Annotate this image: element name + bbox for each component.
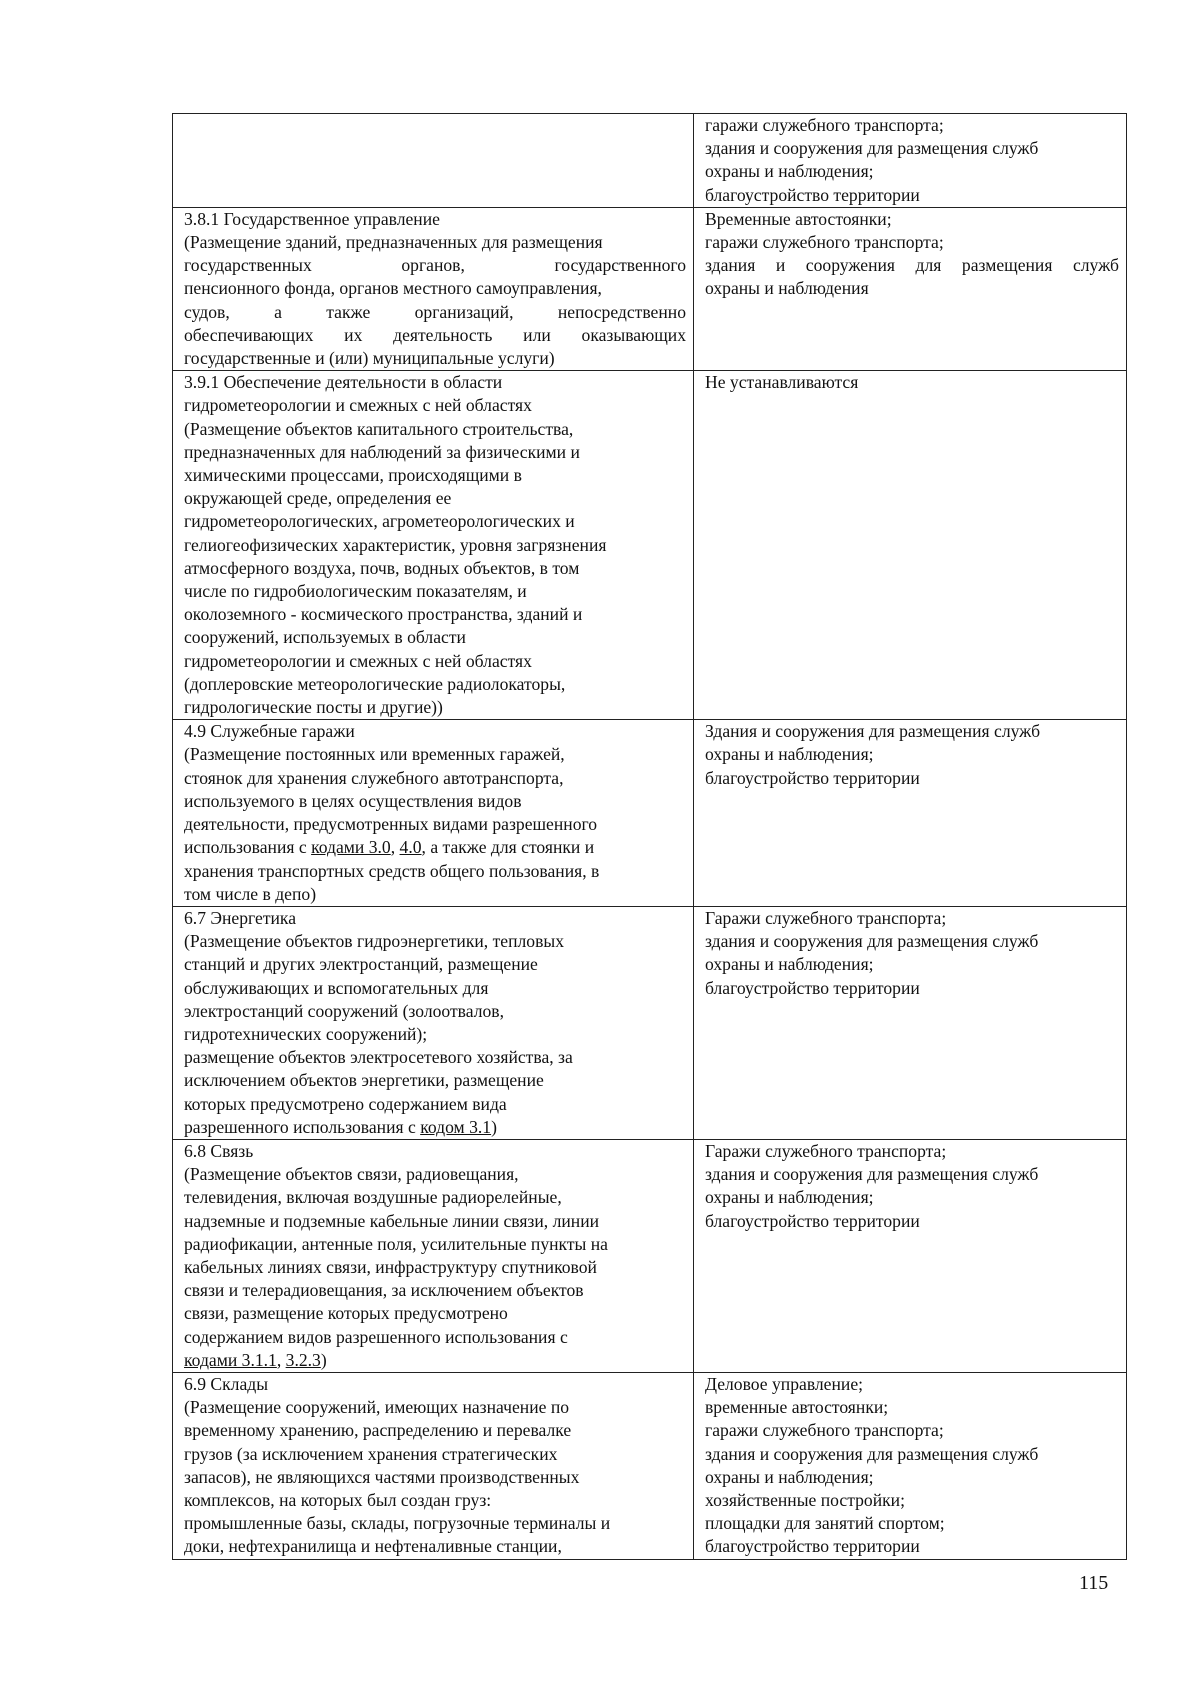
permitted-use-table [172,113,1127,1560]
table-row [173,906,1127,1139]
text-line: благоустройство территории [705,1210,920,1231]
text-line: площадки для занятий спортом; [705,1513,945,1534]
text-line: охраны и наблюдения; [705,1466,874,1487]
use-type-cell [173,1139,694,1372]
text-line: благоустройство территории [705,184,920,205]
text-line: (Размещение зданий, предназначенных для размещения [184,232,603,253]
text-line: временному хранению, распределению и перевалке [184,1420,572,1441]
text-line: гидротехнических сооружений); [184,1023,428,1044]
text-line: благоустройство территории [705,977,920,998]
code-link[interactable]: кодами 3.1.1 [184,1349,277,1370]
text-line: (Размещение объектов капитального строительства, [184,418,574,439]
table-row [173,1372,1127,1559]
table-row [173,720,1127,907]
text-line: связи и телерадиовещания, за исключением объектов [184,1280,584,1301]
text-line: временные автостоянки; [705,1397,889,1418]
text-line: охраны и наблюдения [705,278,869,299]
text-line: (Размещение постоянных или временных гаражей, [184,744,565,765]
code-link[interactable]: 3.2.3 [285,1349,321,1370]
text-line: 6.8 Связь [184,1140,254,1161]
text-line: обслуживающих и вспомогательных для [184,977,489,998]
text-line: доки, нефтехранилища и нефтеналивные станции, [184,1536,562,1557]
text-line: деятельности, предусмотренных видами разрешенного [184,814,598,835]
text-line: государственных органов, государственного [184,255,686,276]
text-line: государственные и (или) муниципальные услуги) [184,348,555,369]
text-line: стоянок для хранения служебного автотранспорта, [184,767,564,788]
text-line: атмосферного воздуха, почв, водных объектов, в том [184,557,580,578]
text-line: гидрометеорологии и смежных с ней областях [184,650,532,671]
auxiliary-use-cell [694,1139,1127,1372]
text-line: предназначенных для наблюдений за физическими и [184,441,580,462]
text-line: Здания и сооружения для размещения служб [705,721,1041,742]
text-line [184,1116,686,1139]
table-row [173,114,1127,208]
use-type-cell [173,1372,694,1559]
text-line: хозяйственные постройки; [705,1489,905,1510]
text-line: 3.9.1 Обеспечение деятельности в области [184,372,503,393]
text-fragment: , [276,1349,286,1370]
text-fragment: , [390,837,400,858]
text-line: 3.8.1 Государственное управление [184,208,440,229]
auxiliary-use-cell [694,114,1127,208]
code-link[interactable]: кодами 3.0 [311,837,391,858]
auxiliary-use-cell [694,207,1127,370]
text-line: которых предусмотрено содержанием вида [184,1093,507,1114]
use-type-cell [173,371,694,720]
text-line: охраны и наблюдения; [705,161,874,182]
use-type-cell [173,207,694,370]
text-line: комплексов, на которых был создан груз: [184,1489,492,1510]
text-line: содержанием видов разрешенного использования с [184,1326,568,1347]
text-line: надземные и подземные кабельные линии связи, линии [184,1210,600,1231]
text-line: промышленные базы, склады, погрузочные терминалы и [184,1513,611,1534]
text-line: гелиогеофизических характеристик, уровня загрязнения [184,534,607,555]
use-type-cell [173,720,694,907]
text-line: грузов (за исключением хранения стратегических [184,1443,558,1464]
text-line: Гаражи служебного транспорта; [705,1140,947,1161]
text-line: обеспечивающих их деятельность или оказывающих [184,324,686,345]
text-line [184,1349,686,1372]
text-line: 4.9 Служебные гаражи [184,721,355,742]
text-line: Временные автостоянки; [705,208,892,229]
table-row [173,1139,1127,1372]
text-line: гаражи служебного транспорта; [705,1420,944,1441]
text-line: здания и сооружения для размещения служб [705,1443,1039,1464]
text-line: околоземного - космического пространства, зданий и [184,604,583,625]
auxiliary-use-cell [694,371,1127,720]
text-line: том числе в депо) [184,883,317,904]
text-line: (доплеровские метеорологические радиолокаторы, [184,673,566,694]
text-line: (Размещение объектов связи, радиовещания, [184,1164,519,1185]
text-line: пенсионного фонда, органов местного самоуправления, [184,278,602,299]
text-line: кабельных линиях связи, инфраструктуру спутниковой [184,1256,597,1277]
text-line: телевидения, включая воздушные радиорелейные, [184,1187,562,1208]
use-type-cell [173,114,694,208]
text-line: здания и сооружения для размещения служб [705,1164,1039,1185]
text-line: охраны и наблюдения; [705,1187,874,1208]
text-line: используемого в целях осуществления видов [184,790,522,811]
text-line: связи, размещение которых предусмотрено [184,1303,508,1324]
text-line: химическими процессами, происходящими в [184,465,522,486]
text-line: исключением объектов энергетики, размещение [184,1070,544,1091]
text-line: электростанций сооружений (золоотвалов, [184,1000,504,1021]
auxiliary-use-cell [694,720,1127,907]
text-line: 6.9 Склады [184,1373,269,1394]
text-line: здания и сооружения для размещения служб [705,931,1039,952]
text-line: запасов), не являющихся частями производственных [184,1466,580,1487]
text-line: радиофикации, антенные поля, усилительные пункты на [184,1233,608,1254]
text-line: здания и сооружения для размещения служб [705,138,1039,159]
text-line: (Размещение сооружений, имеющих назначение по [184,1397,570,1418]
text-line: Не устанавливаются [705,372,859,393]
page-number: 115 [1079,1572,1109,1594]
text-line: хранения транспортных средств общего пользования, в [184,860,600,881]
code-link[interactable]: 4.0 [399,837,422,858]
text-line: (Размещение объектов гидроэнергетики, тепловых [184,931,565,952]
text-line: судов, а также организаций, непосредственно [184,301,686,322]
text-line: гидрометеорологических, агрометеорологических и [184,511,575,532]
text-line: благоустройство территории [705,767,920,788]
auxiliary-use-cell [694,1372,1127,1559]
text-line: числе по гидробиологическим показателям, и [184,581,527,602]
text-line: охраны и наблюдения; [705,954,874,975]
code-link[interactable]: кодом 3.1 [420,1116,492,1137]
text-line: охраны и наблюдения; [705,744,874,765]
text-fragment: ) [320,1349,327,1370]
text-line: сооружений, используемых в области [184,627,466,648]
text-fragment: ) [491,1116,497,1137]
text-line: гаражи служебного транспорта; [705,232,944,253]
text-line [184,836,686,859]
text-line: гаражи служебного транспорта; [705,115,944,135]
text-fragment: использования с [184,837,312,858]
text-line: гидрологические посты и другие)) [184,697,443,718]
text-line: 6.7 Энергетика [184,907,297,928]
text-line: благоустройство территории [705,1536,920,1557]
table-row [173,207,1127,370]
text-fragment: , а также для стоянки и [421,837,595,858]
text-fragment: разрешенного использования с [184,1116,421,1137]
text-line: окружающей среде, определения ее [184,488,452,509]
text-line: размещение объектов электросетевого хозяйства, за [184,1047,573,1068]
text-line: Гаражи служебного транспорта; [705,907,947,928]
auxiliary-use-cell [694,906,1127,1139]
text-line: гидрометеорологии и смежных с ней областях [184,395,532,416]
text-line: здания и сооружения для размещения служб [705,255,1119,276]
text-line: Деловое управление; [705,1373,864,1394]
text-line: станций и других электростанций, размещение [184,954,538,975]
table-row [173,371,1127,720]
use-type-cell [173,906,694,1139]
